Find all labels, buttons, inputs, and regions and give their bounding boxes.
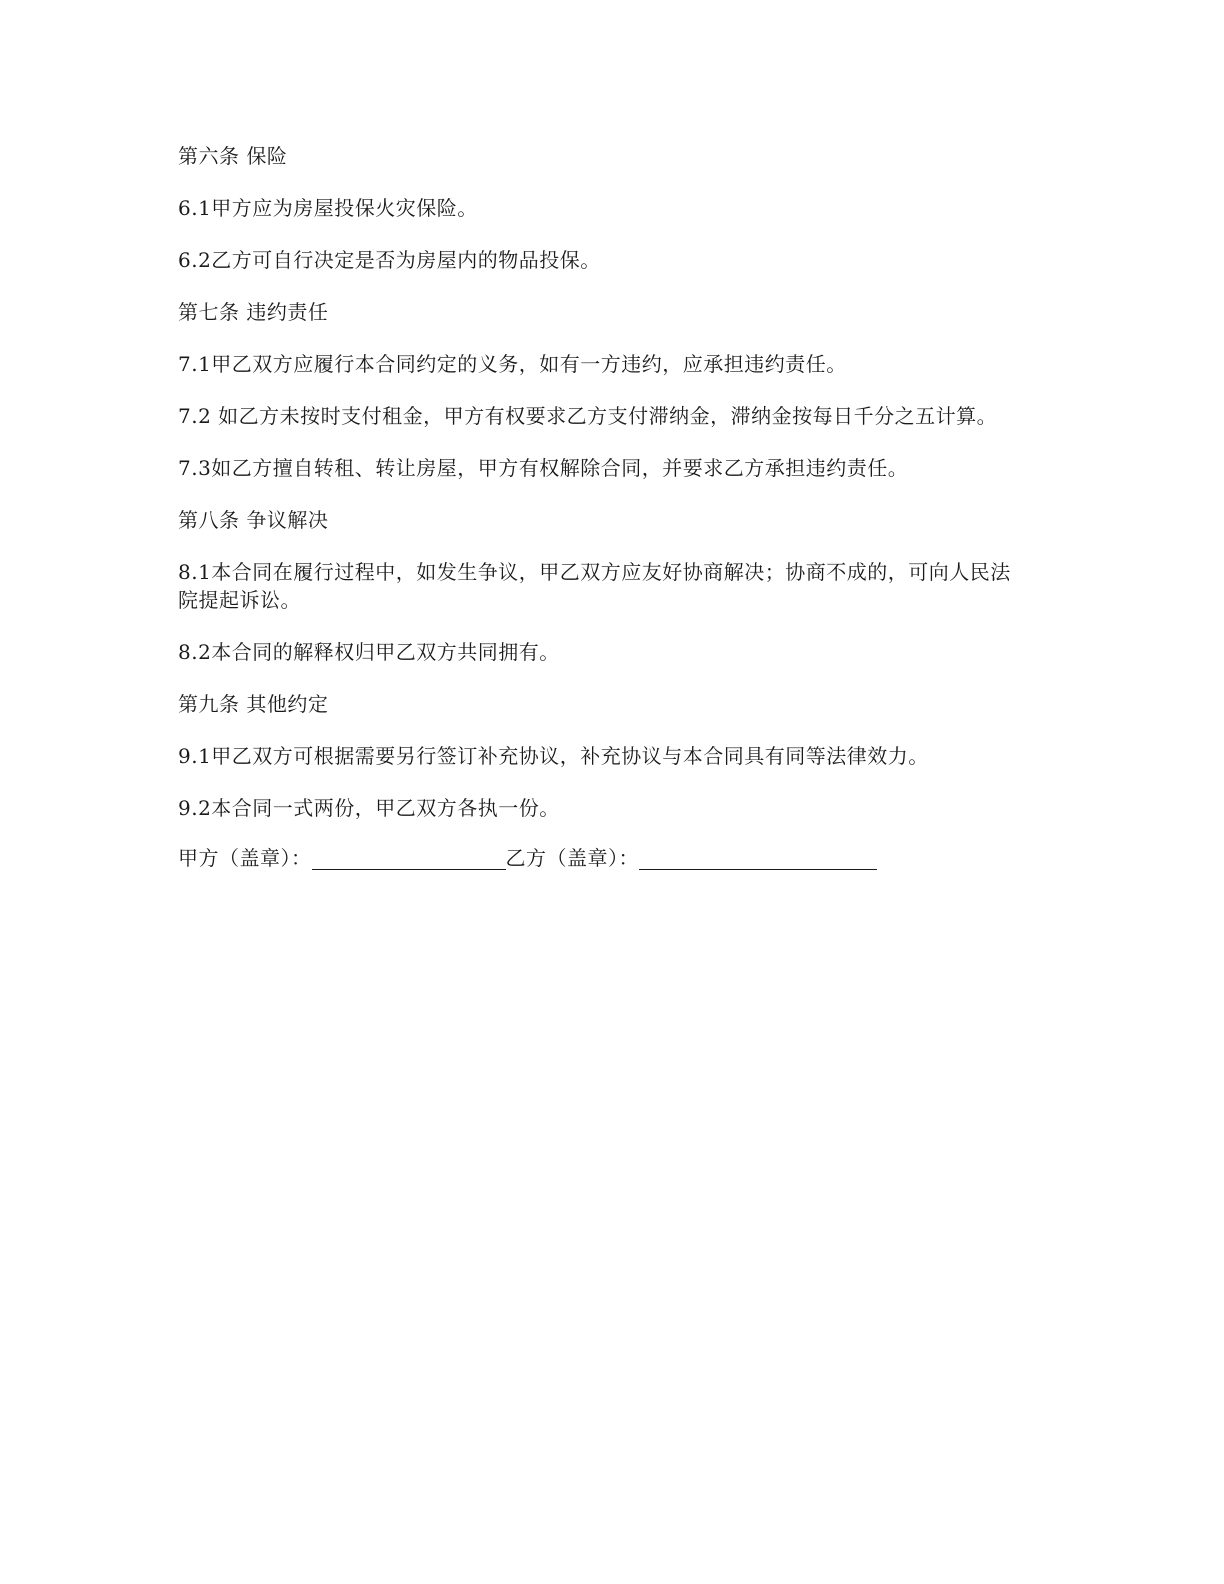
section-heading-6: 第六条 保险	[178, 144, 288, 168]
section-heading-8: 第八条 争议解决	[178, 508, 329, 532]
clause-8-1: 8.1本合同在履行过程中，如发生争议，甲乙双方应友好协商解决；协商不成的，可向人民法院提起诉讼。	[178, 560, 1011, 612]
clause-6-2: 6.2乙方可自行决定是否为房屋内的物品投保。	[178, 248, 601, 272]
clause-7-3: 7.3如乙方擅自转租、转让房屋，甲方有权解除合同，并要求乙方承担违约责任。	[178, 456, 909, 480]
clause-9-2: 9.2本合同一式两份，甲乙双方各执一份。	[178, 796, 560, 820]
clause-7-2: 7.2 如乙方未按时支付租金，甲方有权要求乙方支付滞纳金，滞纳金按每日千分之五计算。	[178, 404, 998, 428]
party-b-seal-line	[639, 847, 877, 870]
party-b-seal-label: 乙方（盖章）：	[505, 846, 639, 870]
section-heading-7: 第七条 违约责任	[178, 300, 329, 324]
signature-row	[178, 844, 1058, 872]
section-heading-9: 第九条 其他约定	[178, 692, 329, 716]
clause-9-1: 9.1甲乙双方可根据需要另行签订补充协议，补充协议与本合同具有同等法律效力。	[178, 744, 929, 768]
clause-6-1: 6.1甲方应为房屋投保火灾保险。	[178, 196, 478, 220]
party-a-seal-label: 甲方（盖章）：	[178, 846, 312, 870]
contract-body	[178, 142, 1058, 872]
clause-7-1: 7.1甲乙双方应履行本合同约定的义务，如有一方违约，应承担违约责任。	[178, 352, 847, 376]
clause-8-2: 8.2本合同的解释权归甲乙双方共同拥有。	[178, 640, 560, 664]
party-a-seal-line	[312, 847, 506, 870]
